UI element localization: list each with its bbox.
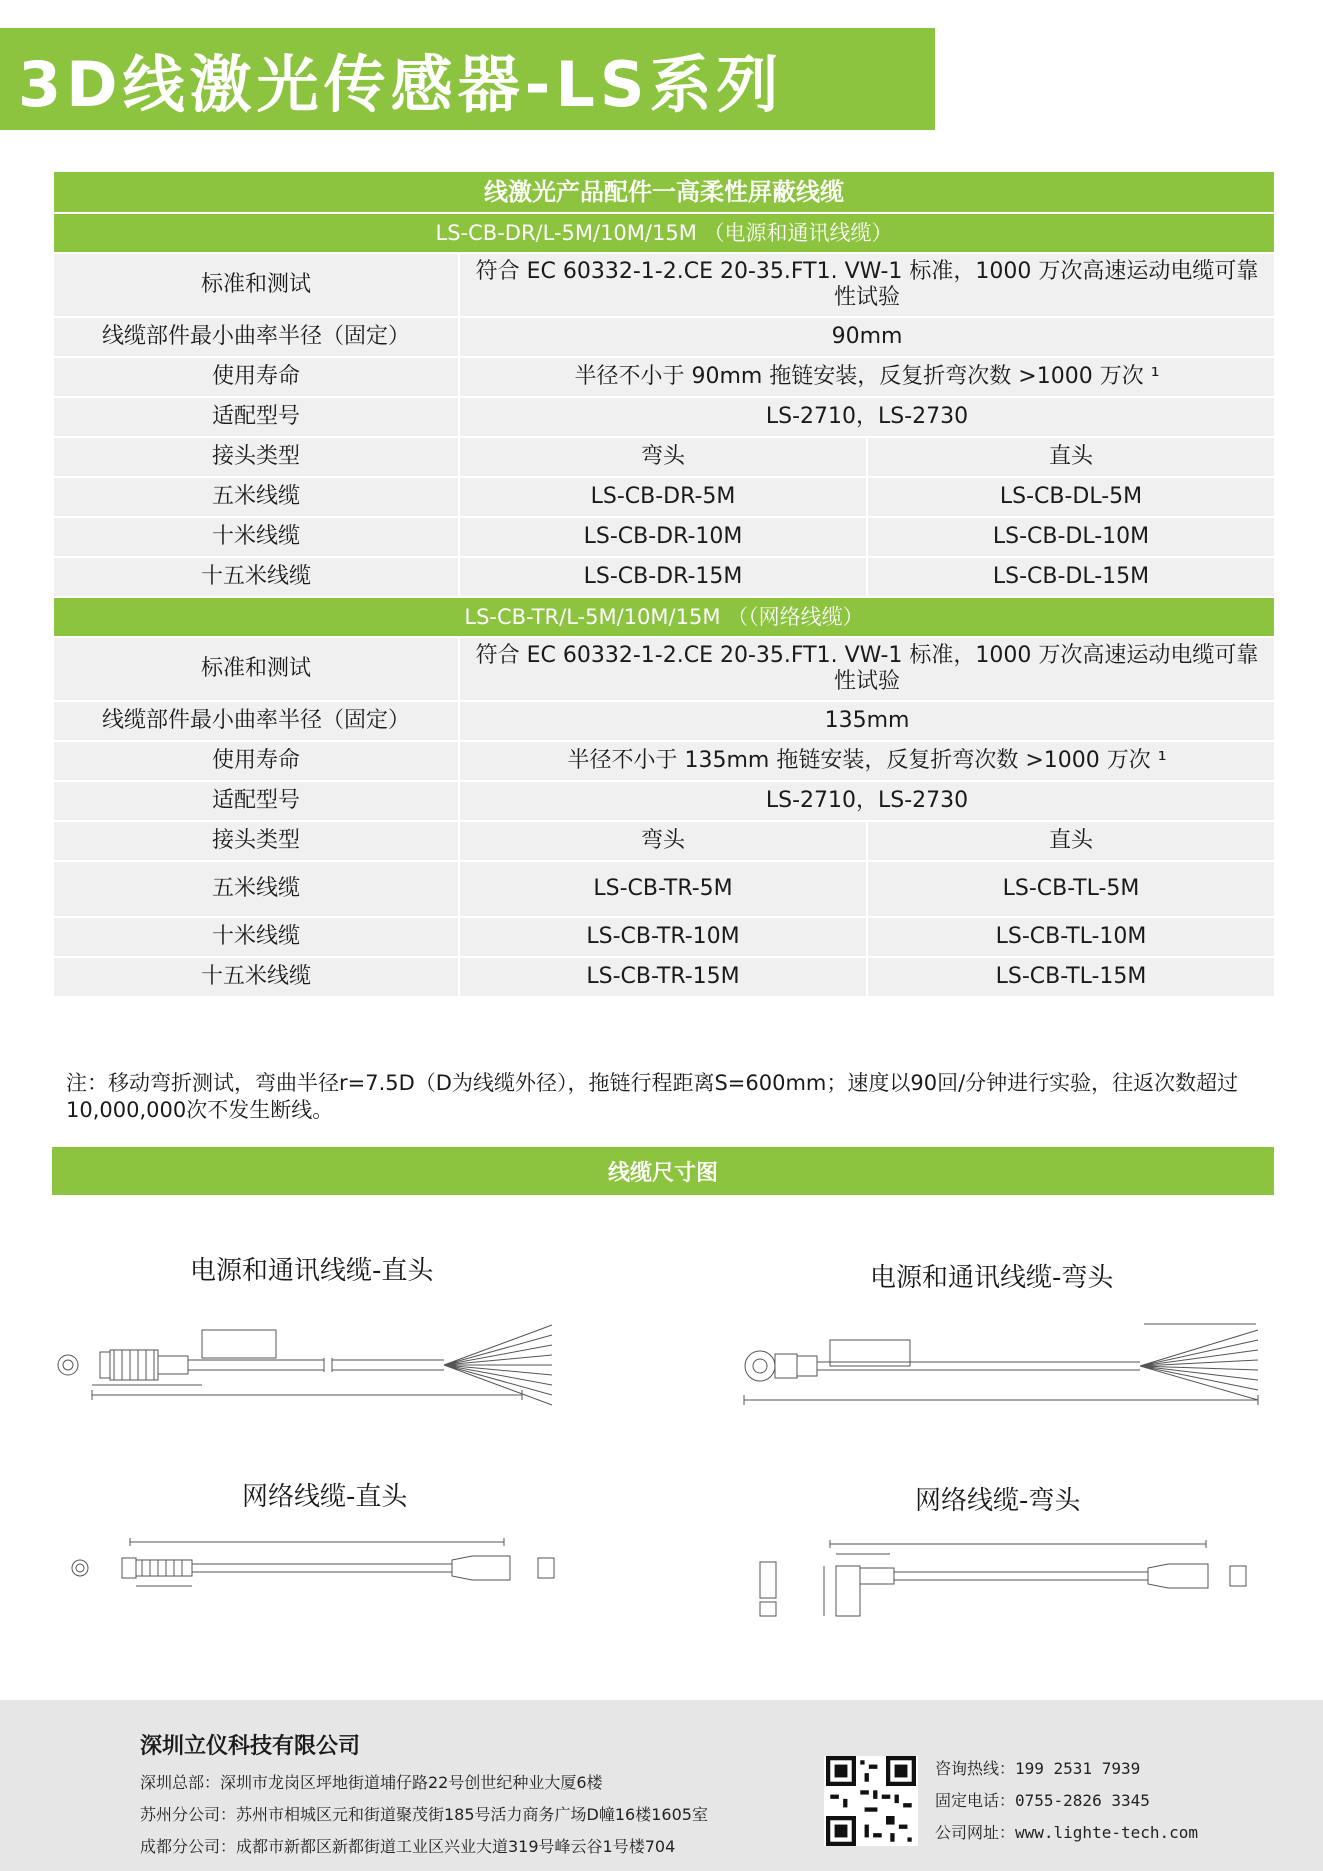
row-label: 十五米线缆 — [53, 957, 459, 997]
cable-drawing-power-angled — [720, 1310, 1270, 1420]
row-left: LS-CB-TR-5M — [459, 861, 867, 917]
row-right: 直头 — [867, 437, 1275, 477]
row-left: LS-CB-TR-10M — [459, 917, 867, 957]
row-right: 直头 — [867, 821, 1275, 861]
cable-drawing-network-straight — [60, 1530, 570, 1600]
row-label: 标准和测试 — [53, 637, 459, 701]
row-label: 标准和测试 — [53, 253, 459, 317]
footnote: 注：移动弯折测试，弯曲半径r=7.5D（D为线缆外径），拖链行程距离S=600mm；速度以90回/分钟进行实验，往返次数超过10,000,000次不发生断线。 — [66, 1071, 1239, 1122]
row-value: LS-2710，LS-2730 — [459, 397, 1275, 437]
row-value: 半径不小于 90mm 拖链安装，反复折弯次数 >1000 万次 ¹ — [459, 357, 1275, 397]
row-value: 符合 EC 60332-1-2.CE 20-35.FT1. VW-1 标准，1000 万次高速运动电缆可靠性试验 — [459, 253, 1275, 317]
row-right: LS-CB-TL-5M — [867, 861, 1275, 917]
address-hq: 深圳总部：深圳市龙岗区坪地街道埔仔路22号创世纪种业大厦6楼 — [140, 1773, 603, 1792]
phone: 固定电话：0755-2826 3345 — [935, 1791, 1150, 1810]
diagram-title-power-angled: 电源和通讯线缆-弯头 — [870, 1263, 1114, 1293]
row-label: 接头类型 — [53, 821, 459, 861]
cable-drawing-network-angled — [740, 1530, 1260, 1640]
row-right: LS-CB-TL-10M — [867, 917, 1275, 957]
row-value: 符合 EC 60332-1-2.CE 20-35.FT1. VW-1 标准，1000 万次高速运动电缆可靠性试验 — [459, 637, 1275, 701]
row-label: 接头类型 — [53, 437, 459, 477]
cable-drawing-power-straight — [52, 1310, 572, 1420]
diagram-title-network-straight: 网络线缆-直头 — [242, 1482, 408, 1512]
row-label: 线缆部件最小曲率半径（固定） — [53, 701, 459, 741]
row-right: LS-CB-DL-5M — [867, 477, 1275, 517]
row-label: 五米线缆 — [53, 477, 459, 517]
row-left: LS-CB-TR-15M — [459, 957, 867, 997]
row-label: 十五米线缆 — [53, 557, 459, 597]
row-right: LS-CB-DL-10M — [867, 517, 1275, 557]
row-value: 135mm — [459, 701, 1275, 741]
diagram-title-network-angled: 网络线缆-弯头 — [915, 1486, 1081, 1516]
website: 公司网址：www.lighte-tech.com — [935, 1823, 1199, 1842]
row-label: 适配型号 — [53, 397, 459, 437]
row-label: 使用寿命 — [53, 741, 459, 781]
row-left: LS-CB-DR-10M — [459, 517, 867, 557]
row-left: 弯头 — [459, 437, 867, 477]
row-left: LS-CB-DR-5M — [459, 477, 867, 517]
row-label: 十米线缆 — [53, 517, 459, 557]
row-left: 弯头 — [459, 821, 867, 861]
section1-title: LS-CB-DR/L-5M/10M/15M （电源和通讯线缆） — [53, 213, 1275, 253]
row-left: LS-CB-DR-15M — [459, 557, 867, 597]
company-name: 深圳立仪科技有限公司 — [140, 1734, 361, 1759]
header-banner — [0, 28, 935, 130]
row-label: 线缆部件最小曲率半径（固定） — [53, 317, 459, 357]
page-title: 3D线激光传感器-LS系列 — [18, 47, 784, 121]
row-value: LS-2710，LS-2730 — [459, 781, 1275, 821]
row-label: 适配型号 — [53, 781, 459, 821]
spec-table — [52, 170, 1276, 998]
row-label: 使用寿命 — [53, 357, 459, 397]
row-right: LS-CB-TL-15M — [867, 957, 1275, 997]
dimension-section-header: 线缆尺寸图 — [52, 1147, 1274, 1195]
table-main-title: 线激光产品配件一高柔性屏蔽线缆 — [53, 171, 1275, 213]
qr-code — [824, 1756, 918, 1846]
row-right: LS-CB-DL-15M — [867, 557, 1275, 597]
address-suzhou: 苏州分公司：苏州市相城区元和街道聚茂街185号活力商务广场D幢16楼1605室 — [140, 1805, 708, 1824]
row-label: 十米线缆 — [53, 917, 459, 957]
row-value: 半径不小于 135mm 拖链安装，反复折弯次数 >1000 万次 ¹ — [459, 741, 1275, 781]
address-chengdu: 成都分公司：成都市新都区新都街道工业区兴业大道319号峰云谷1号楼704 — [140, 1837, 676, 1856]
row-value: 90mm — [459, 317, 1275, 357]
diagram-title-power-straight: 电源和通讯线缆-直头 — [190, 1256, 434, 1286]
hotline: 咨询热线：199 2531 7939 — [935, 1759, 1141, 1778]
row-label: 五米线缆 — [53, 861, 459, 917]
section2-title: LS-CB-TR/L-5M/10M/15M （（网络线缆） — [53, 597, 1275, 637]
